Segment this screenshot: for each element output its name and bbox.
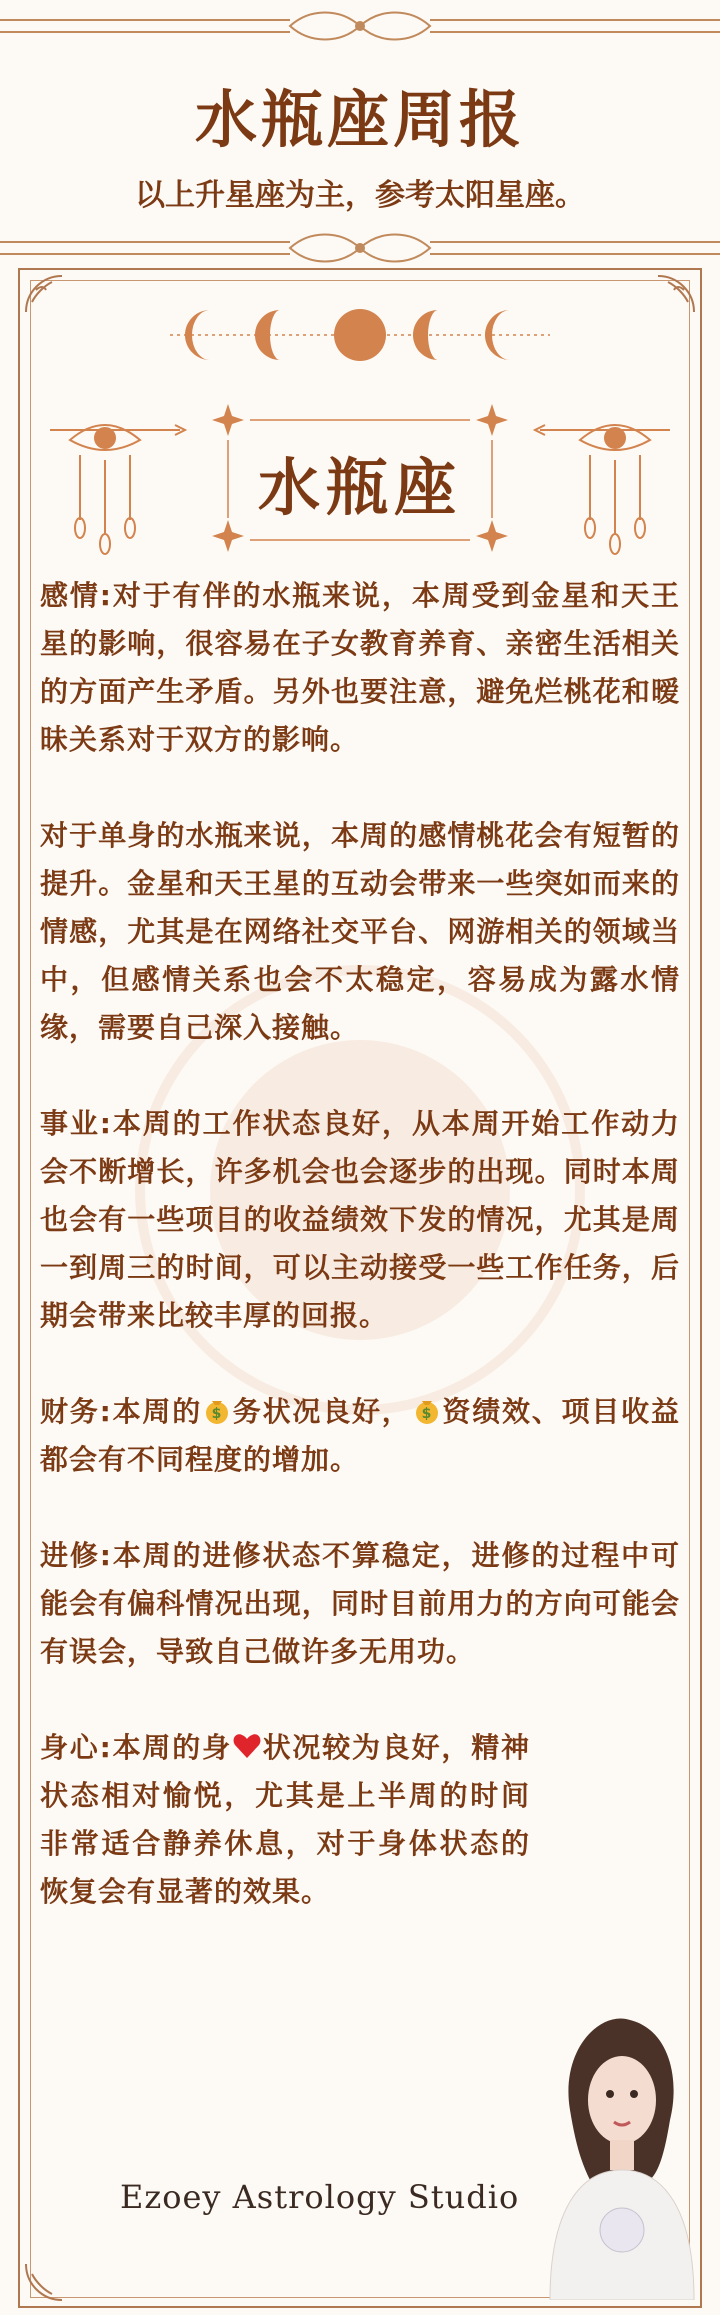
- finance-paragraph: [40, 1388, 680, 1484]
- svg-text:$: $: [421, 1406, 432, 1422]
- avatar: [540, 1990, 700, 2300]
- page-subtitle: 以上升星座为主，参考太阳星座。: [135, 178, 585, 213]
- health-text: 身心:本周的身: [40, 1731, 232, 1764]
- top-ornament: [0, 6, 720, 46]
- moon-phases-icon: [170, 300, 550, 370]
- health-text: 状况较为良好，精神状态相对愉悦，尤其是上半周的时间非常适合静养休息，对于身体状态的恢复会有显著的效果。: [40, 1731, 530, 1908]
- health-paragraph: [40, 1724, 680, 1916]
- sign-name: 水瓶座: [257, 451, 462, 524]
- page-title: 水瓶座周报: [194, 83, 525, 156]
- corner-flourish-icon: [22, 2258, 68, 2304]
- love-couple-paragraph: 感情:对于有伴的水瓶来说，本周受到金星和天王星的影响，很容易在子女教育养育、亲密生活相关的方面产生矛盾。另外也要注意，避免烂桃花和暧昧关系对于双方的影响。: [40, 579, 680, 756]
- svg-text:$: $: [211, 1406, 223, 1422]
- finance-text: 资绩效、项目收益都会有不同程度的增加。: [40, 1395, 680, 1476]
- love-single-paragraph: 对于单身的水瓶来说，本周的感情桃花会有短暂的提升。金星和天王星的互动会带来一些突如而来的情感，尤其是在网络社交平台、网游相关的领域当中，但感情关系也会不太稳定，容易成为露水情缘，需要自己深入接触。: [40, 819, 680, 1044]
- money-bag-icon: [202, 1395, 232, 1425]
- horoscope-body: [40, 572, 680, 1964]
- studio-name: Ezoey Astrology Studio: [120, 2178, 520, 2216]
- corner-flourish-icon: [652, 272, 698, 318]
- money-bag-icon: [412, 1395, 442, 1425]
- finance-text: 财务:本周的: [40, 1395, 202, 1428]
- study-paragraph: 进修:本周的进修状态不算稳定，进修的过程中可能会有偏科情况出现，同时目前用力的方向可能会有误会，导致自己做许多无用功。: [40, 1539, 680, 1668]
- header-divider-ornament: [0, 228, 720, 268]
- corner-flourish-icon: [22, 272, 68, 318]
- heart-icon: [232, 1731, 262, 1761]
- career-paragraph: 事业:本周的工作状态良好，从本周开始工作动力会不断增长，许多机会也会逐步的出现。同时本周也会有一些项目的收益绩效下发的情况，尤其是周一到周三的时间，可以主动接受一些工作任务，后期会带来比较丰厚的回报。: [40, 1107, 680, 1332]
- finance-text: 务状况良好，: [232, 1395, 412, 1428]
